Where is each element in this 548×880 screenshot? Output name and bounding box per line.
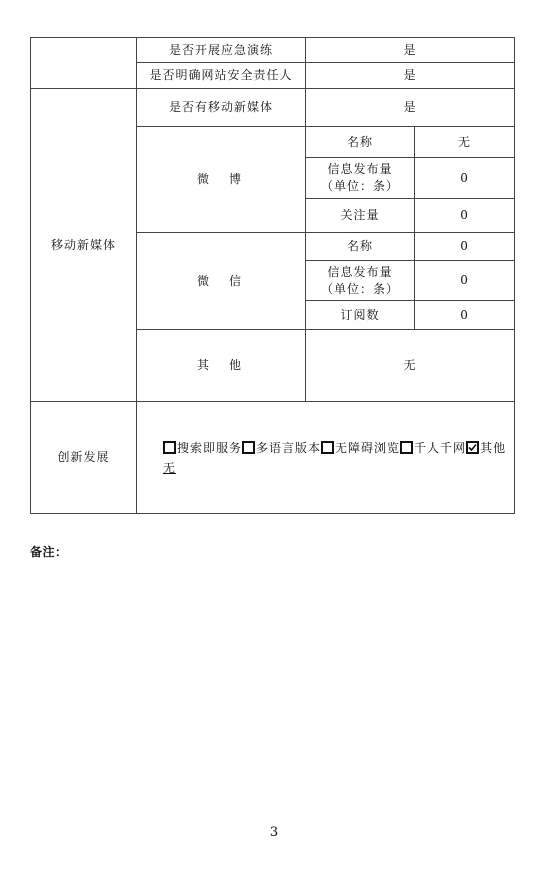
- option-label-accessibility: 无障碍浏览: [335, 440, 401, 455]
- weibo-followers-label: 关注量: [306, 199, 415, 233]
- weixin-posts-label-line2: （单位：条）: [320, 281, 399, 296]
- weibo-label: 微 博: [137, 127, 306, 233]
- innovation-options: [163, 438, 514, 458]
- other-option-text: 无: [163, 460, 177, 475]
- report-table: [30, 37, 515, 514]
- weixin-subscribers-label: 订阅数: [306, 301, 415, 330]
- option-label-search-service: 搜索即服务: [177, 440, 243, 455]
- remarks-label: 备注：: [30, 545, 68, 559]
- checkbox-icon: [321, 441, 334, 454]
- weibo-posts-label: [306, 158, 415, 199]
- weixin-posts-value: 0: [415, 261, 515, 301]
- page-number: 3: [269, 825, 279, 840]
- weixin-name-value: 0: [415, 233, 515, 261]
- weixin-posts-label: [306, 261, 415, 301]
- weixin-subscribers-value: 0: [415, 301, 515, 330]
- weibo-posts-label-line1: 信息发布量: [327, 162, 393, 176]
- emergency-drill-value: 是: [306, 38, 515, 63]
- option-label-personalized: 千人千网: [414, 440, 467, 455]
- checkbox-checked-icon: [466, 441, 479, 454]
- innovation-section-label: 创新发展: [31, 402, 137, 514]
- weibo-posts-label-line2: （单位：条）: [320, 179, 399, 193]
- weixin-posts-label-line1: 信息发布量: [327, 264, 393, 279]
- has-media-label: 是否有移动新媒体: [137, 89, 306, 127]
- other-media-value: 无: [306, 330, 515, 402]
- weibo-posts-value: 0: [415, 158, 515, 199]
- security-officer-label: 是否明确网站安全责任人: [137, 63, 306, 89]
- security-officer-value: 是: [306, 63, 515, 89]
- mobile-media-section-label: 移动新媒体: [31, 89, 137, 402]
- innovation-options-cell: [137, 402, 515, 514]
- checkbox-icon: [242, 441, 255, 454]
- weixin-name-label: 名称: [306, 233, 415, 261]
- weibo-name-label: 名称: [306, 127, 415, 158]
- option-label-other: 其他: [480, 440, 507, 455]
- weixin-label: 微 信: [137, 233, 306, 330]
- checkbox-icon: [400, 441, 413, 454]
- option-label-multilingual: 多语言版本: [256, 440, 322, 455]
- weibo-name-value: 无: [415, 127, 515, 158]
- other-media-label: 其 他: [137, 330, 306, 402]
- weibo-followers-value: 0: [415, 199, 515, 233]
- checkbox-icon: [163, 441, 176, 454]
- emergency-drill-label: 是否开展应急演练: [137, 38, 306, 63]
- category-cell-continued: [31, 38, 137, 89]
- has-media-value: 是: [306, 89, 515, 127]
